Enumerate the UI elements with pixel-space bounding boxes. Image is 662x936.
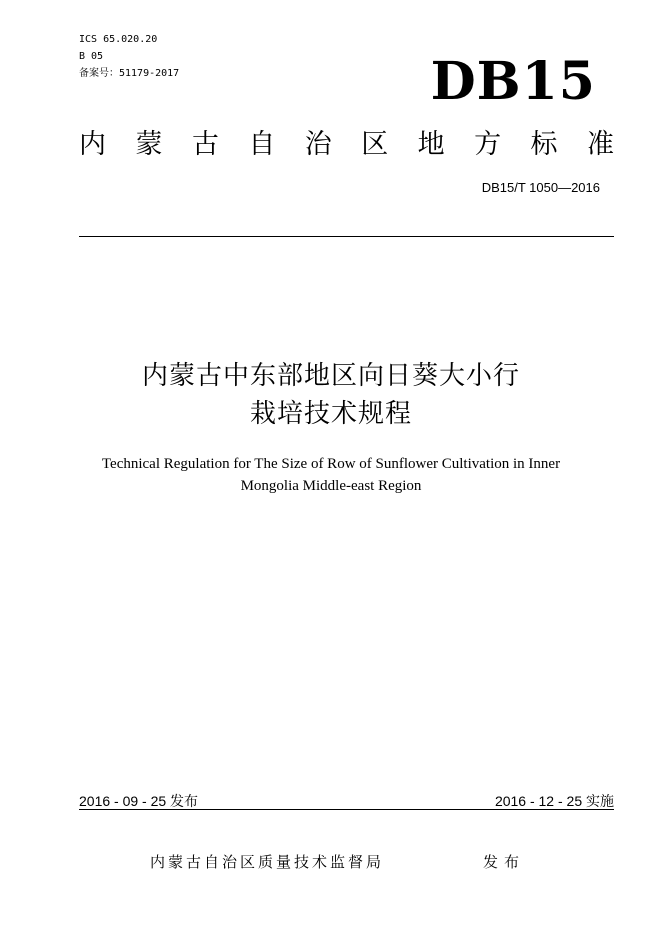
standard-type-char: 内 [79, 129, 106, 160]
standard-type-char: 准 [586, 129, 614, 160]
standard-type-char: 治 [304, 129, 332, 160]
standard-type-char: 古 [191, 129, 219, 160]
standard-type-char: 区 [361, 129, 389, 160]
standard-number: DB15/T 1050—2016 [481, 180, 600, 195]
standard-type-heading [79, 128, 614, 162]
footer-divider [79, 809, 614, 810]
issue-date: 2016 - 09 - 25 发布 [79, 793, 199, 809]
record-number: 备案号：51179-2017 [79, 68, 180, 79]
standard-type-char: 自 [248, 129, 276, 160]
classification-code: B 05 [79, 51, 104, 62]
title-english-line-1: Technical Regulation for The Size of Row of Sunflower Cultivation in Inner [101, 456, 561, 472]
standard-type-char: 方 [474, 129, 502, 160]
implementation-date: 2016 - 12 - 25 实施 [494, 793, 614, 809]
standard-type-char: 地 [417, 129, 445, 160]
title-english-line-2: Mongolia Middle-east Region [240, 478, 422, 494]
header-divider [79, 236, 614, 237]
ics-code: ICS 65.020.20 [79, 34, 158, 45]
standard-code-logo: DB15 [430, 51, 596, 112]
standard-type-char: 蒙 [135, 129, 163, 160]
title-chinese-line-2: 栽培技术规程 [249, 399, 412, 429]
issue-action: 发布 [483, 853, 526, 871]
standard-type-char: 标 [530, 129, 558, 160]
issuing-authority: 内蒙古自治区质量技术监督局 [150, 853, 385, 871]
title-chinese-line-1: 内蒙古中东部地区向日葵大小行 [141, 361, 520, 391]
